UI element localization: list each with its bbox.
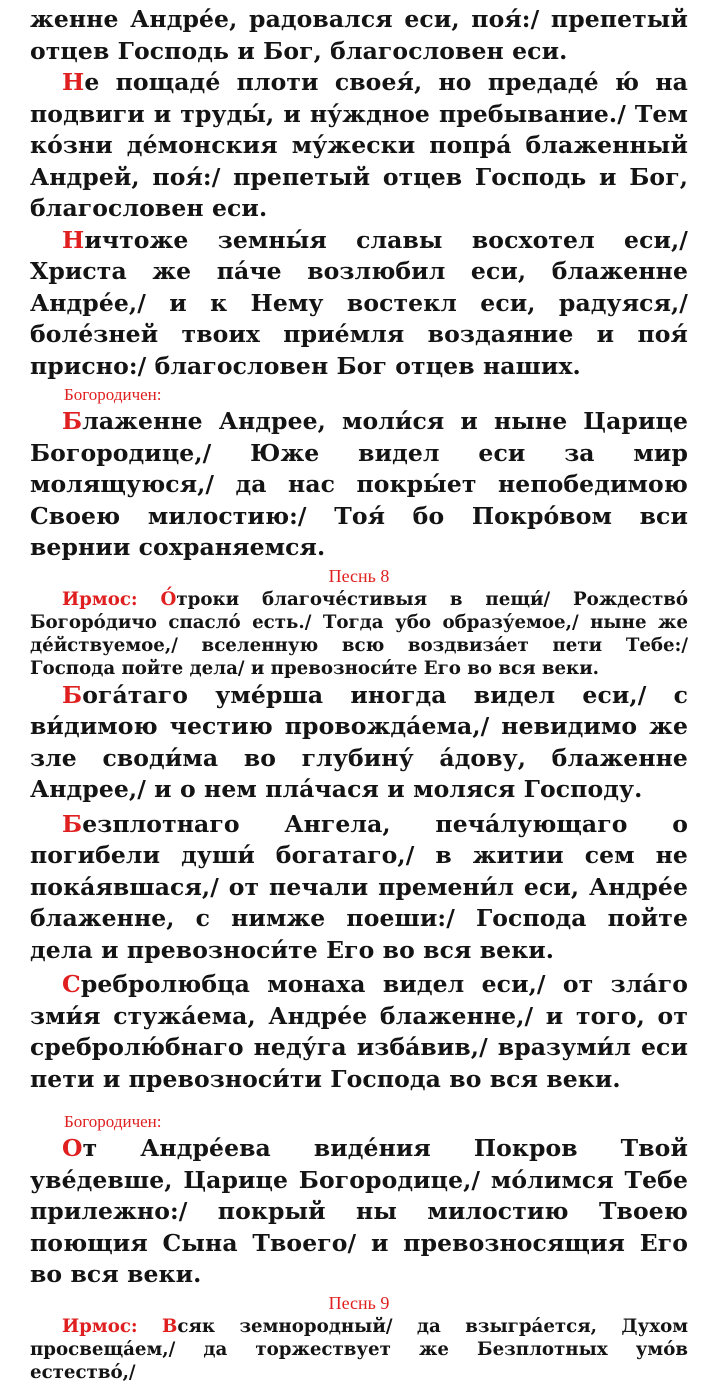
ode-9-heading: Песнь 9 xyxy=(328,1292,390,1313)
red-initial: Б xyxy=(62,680,83,709)
red-initial: Б xyxy=(62,809,83,838)
theotokion-text: лаженне Андрее, моли́ся и ныне Царице Богородице,/ Юже видел еси за мир молящуюся,/ да нас покры́ет непобедимою Своею милостию:/ Тоя́ бо Покро́вом вси вернии сохраняемся. xyxy=(30,407,688,561)
red-initial: В xyxy=(162,1315,178,1337)
troparion-text: езплотнаго Ангела, печа́лующаго о погибели души́ богатаго,/ в житии сем не пока́явшася,/ от печали премени́л еси, Андре́е блаженне, с нимже поеши:/ Господа пойте дела и превозноси́те Его во вся веки. xyxy=(30,809,688,964)
irmos-text: троки благоче́стивыя в пещи́/ Рождество́ Богоро́дичо спасло́ есть./ Тогда убо образу́емое,/ ныне же де́йствуемое,/ вселенную всю воздвиза́ет пети Тебе:/ Господа пойте дела/ и превозноси́те Его во вся веки. xyxy=(30,588,688,679)
troparion-paragraph xyxy=(30,225,688,383)
irmos-paragraph xyxy=(30,1315,688,1384)
troparion-text: ичтоже земны́я славы восхотел еси,/ Христа же па́че возлюбил еси, блаженне Андре́е,/ и к Нему востекл еси, радуяся,/ боле́зней твоих прие́мля воздаяние и поя́ присно:/ благословен Бог отцев наших. xyxy=(30,225,688,380)
spacer xyxy=(30,1095,688,1109)
troparion-text: е пощаде́ плоти своея́, но предаде́ ю́ на подвиги и труды́, и ну́ждное пребывание./ Тем ко́зни де́монския му́жески попра́ блаженный Андрей, поя́:/ препетый отцев Господь и Бог, благословен еси. xyxy=(30,68,688,222)
red-initial: Б xyxy=(62,407,83,435)
troparion-paragraph xyxy=(30,680,688,806)
irmos-paragraph xyxy=(30,588,688,680)
theotokion-paragraph xyxy=(30,1133,688,1291)
troparion-text: ребролюбца монаха видел еси,/ от зла́го зми́я стужа́ема, Андре́е блаженне,/ и того, от сребролю́бнаго неду́га изба́вив,/ вразуми́л еси пети и превозноси́ти Господа во вся веки. xyxy=(30,970,688,1093)
liturgical-page xyxy=(30,4,688,1384)
irmos-text: сяк земнородный/ да взыгра́ется, Духом просвеща́ем,/ да торжествует же Безплотных умо́в естество́,/ xyxy=(30,1315,688,1383)
red-initial: Н xyxy=(62,68,85,96)
red-initial: О xyxy=(62,1134,83,1162)
red-initial: Н xyxy=(62,225,85,254)
troparion-text: ога́таго уме́рша иногда видел еси,/ с ви́димою честию провожда́ема,/ невидимо же зле своди́ма во глубину́ а́дову, блаженне Андрее,/ и о нем пла́чася и моляся Господу. xyxy=(30,680,688,803)
continuation-text: женне Андре́е, радовался еси, поя́:/ препетый отцев Господь и Бог, благословен еси. xyxy=(30,5,688,65)
troparion-paragraph xyxy=(30,67,688,225)
red-initial: С xyxy=(62,970,81,998)
theotokion-text: т Андре́ева виде́ния Покров Твой уве́девше, Царице Богородице,/ мо́лимся Тебе прилежно:/ покрый ны милостию Твоею поющия Сына Твоего/ и превозносящия Его во вся веки. xyxy=(30,1134,688,1288)
irmos-label: Ирмос: xyxy=(62,1315,138,1337)
irmos-label: Ирмос: xyxy=(62,588,138,610)
red-initial: О́ xyxy=(160,588,177,610)
continuation-paragraph xyxy=(30,4,688,67)
theotokion-label: Богородичен: xyxy=(64,1112,162,1131)
theotokion-label: Богородичен: xyxy=(64,385,162,404)
ode-8-heading: Песнь 8 xyxy=(328,565,390,586)
theotokion-paragraph xyxy=(30,406,688,564)
troparion-paragraph xyxy=(30,969,688,1095)
troparion-paragraph xyxy=(30,809,688,967)
